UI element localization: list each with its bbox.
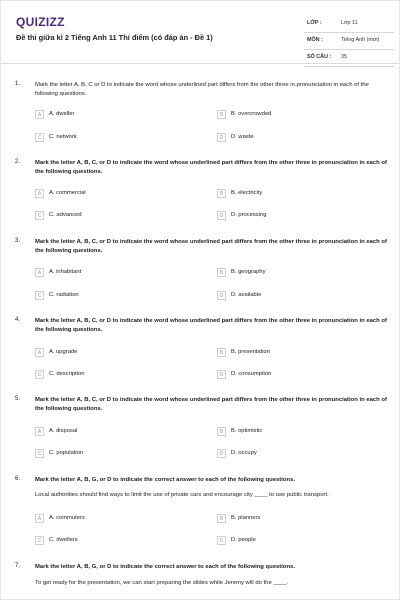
option-text: A. disposal bbox=[49, 428, 78, 434]
question-prompt: Mark the letter A, B, G, or D to indicate the correct answer to each of the following questions. bbox=[35, 564, 295, 570]
question-prompt: Mark the letter A, B, C, or D to indicate the word whose underlined part differs from the other three in pronunciation in each of the following questions. bbox=[35, 160, 387, 175]
option-text: A. inhabitant bbox=[49, 269, 82, 275]
option-text: C. description bbox=[49, 371, 85, 377]
option-letter-box: C bbox=[35, 211, 44, 220]
question-prompt: Mark the letter A, B, C or D to indicate the word whose underlined part differs from the other three in pronunciation in each of the following questions. bbox=[35, 82, 369, 97]
option-letter-box: A bbox=[35, 348, 44, 357]
option-text: D. waste bbox=[231, 134, 254, 140]
option-text: D. available bbox=[231, 292, 262, 298]
option-text: D. consumption bbox=[231, 371, 272, 377]
option-text: B. electricity bbox=[231, 190, 263, 196]
option-letter-box: A bbox=[35, 514, 44, 523]
option-text: A. dweller bbox=[49, 111, 75, 117]
option-text: C. network bbox=[49, 134, 77, 140]
option-text: B. overcrowded bbox=[231, 111, 272, 117]
quizizz-logo: QUIZIZZ bbox=[16, 15, 65, 29]
question-passage: Local authorities should find ways to limit the use of private cars and encourage city ____ to use public transport. bbox=[35, 492, 329, 498]
option-letter-box: D bbox=[217, 449, 226, 458]
option-letter-box: B bbox=[217, 268, 226, 277]
document-title: Đề thi giữa kì 2 Tiếng Anh 11 Thí điểm (có đáp án - Đề 1) bbox=[16, 33, 213, 42]
option-letter-box: C bbox=[35, 291, 44, 300]
option-text: D. occupy bbox=[231, 450, 257, 456]
option-letter-box: C bbox=[35, 449, 44, 458]
meta-value: Tiếng Anh (mới) bbox=[341, 37, 380, 43]
meta-key: LỚP : bbox=[307, 20, 322, 26]
option-text: C. dwellers bbox=[49, 537, 78, 543]
option-text: C. radiation bbox=[49, 292, 79, 298]
option-text: B. presentation bbox=[231, 349, 270, 355]
option-letter-box: D bbox=[217, 291, 226, 300]
option-letter-box: B bbox=[217, 189, 226, 198]
meta-row-class bbox=[304, 16, 394, 33]
question-number: 5. bbox=[15, 396, 21, 402]
question-prompt: Mark the letter A, B, C, or D to indicate the word whose underlined part differs from the other three in pronunciation in each of the following questions. bbox=[35, 239, 387, 254]
header-divider bbox=[1, 63, 399, 64]
option-text: C. advanced bbox=[49, 212, 82, 218]
meta-row-subject bbox=[304, 33, 394, 50]
option-letter-box: B bbox=[217, 427, 226, 436]
meta-key: SỐ CÂU : bbox=[307, 54, 332, 60]
meta-value: Lớp 11 bbox=[341, 20, 358, 26]
option-text: D. people bbox=[231, 537, 256, 543]
option-letter-box: B bbox=[217, 348, 226, 357]
question-number: 1. bbox=[15, 81, 21, 87]
option-letter-box: B bbox=[217, 110, 226, 119]
option-letter-box: D bbox=[217, 536, 226, 545]
option-letter-box: C bbox=[35, 133, 44, 142]
option-letter-box: C bbox=[35, 536, 44, 545]
option-letter-box: A bbox=[35, 110, 44, 119]
option-text: A. commercial bbox=[49, 190, 86, 196]
option-text: B. optimistic bbox=[231, 428, 263, 434]
question-number: 3. bbox=[15, 238, 21, 244]
option-letter-box: C bbox=[35, 370, 44, 379]
option-text: A. commuters bbox=[49, 515, 85, 521]
question-prompt: Mark the letter A, B, C, or D to indicate the word whose underlined part differs from the other three in pronunciation in each of the following questions. bbox=[35, 397, 387, 412]
option-text: B. geography bbox=[231, 269, 266, 275]
meta-value: 35 bbox=[341, 54, 347, 60]
option-letter-box: D bbox=[217, 133, 226, 142]
question-passage: To get ready for the presentation, we can start preparing the slides while Jeremy will do the ____. bbox=[35, 580, 289, 586]
option-text: A. upgrade bbox=[49, 349, 78, 355]
question-prompt: Mark the letter A, B, G, or D to indicate the correct answer to each of the following questions. bbox=[35, 477, 295, 483]
option-letter-box: D bbox=[217, 370, 226, 379]
option-letter-box: A bbox=[35, 268, 44, 277]
question-number: 6. bbox=[15, 476, 21, 482]
option-text: D. processing bbox=[231, 212, 267, 218]
meta-row-count bbox=[304, 50, 394, 67]
question-number: 2. bbox=[15, 159, 21, 165]
question-number: 7. bbox=[15, 563, 21, 569]
option-text: C. population bbox=[49, 450, 84, 456]
question-number: 4. bbox=[15, 317, 21, 323]
meta-table bbox=[304, 16, 394, 67]
meta-key: MÔN : bbox=[307, 37, 323, 43]
option-text: B. planners bbox=[231, 515, 261, 521]
option-letter-box: A bbox=[35, 427, 44, 436]
option-letter-box: D bbox=[217, 211, 226, 220]
option-letter-box: B bbox=[217, 514, 226, 523]
option-letter-box: A bbox=[35, 189, 44, 198]
question-prompt: Mark the letter A, B, C, or D to indicate the word whose underlined part differs from the other three in pronunciation in each of the following questions. bbox=[35, 318, 387, 333]
